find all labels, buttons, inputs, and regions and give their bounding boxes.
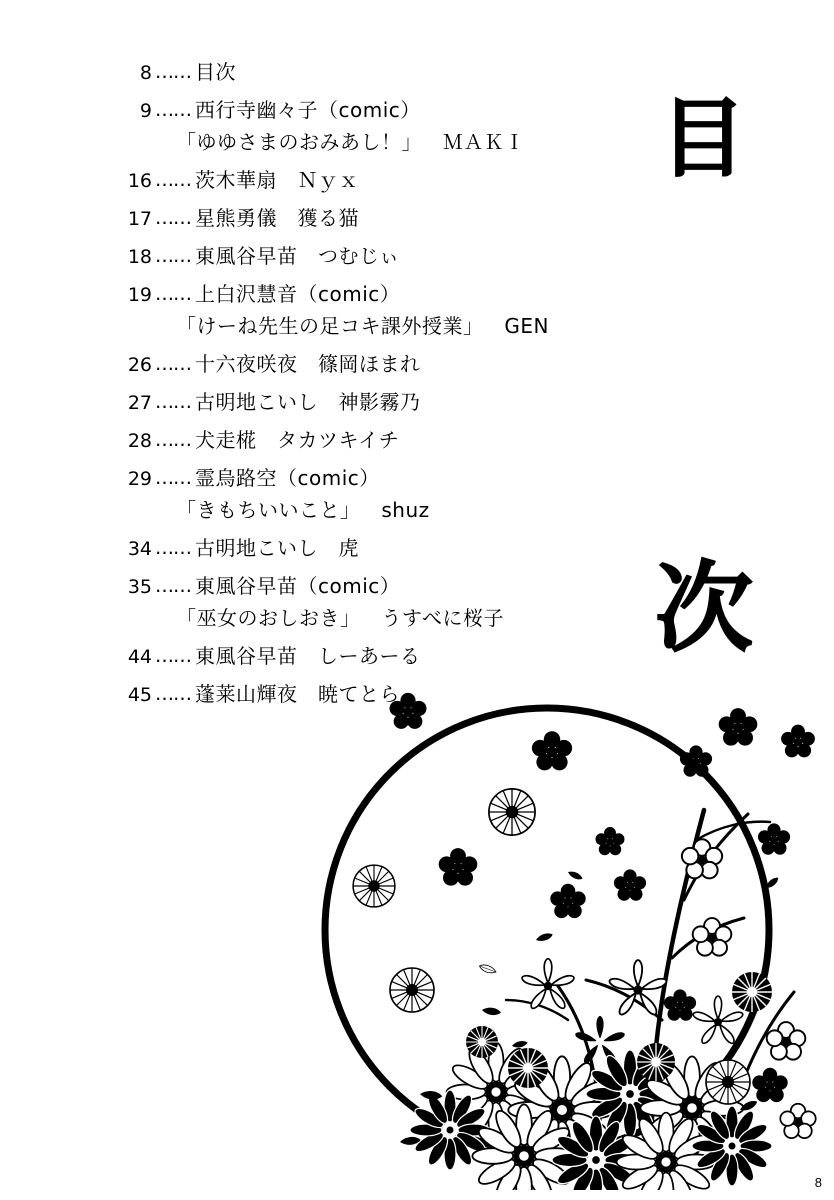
toc-page-number: 16 — [127, 170, 152, 192]
toc-leader-dots: …… — [155, 537, 191, 559]
toc-entry — [118, 462, 588, 523]
toc-leader-dots: …… — [155, 683, 191, 705]
toc-title: 東風谷早苗 しーあーる — [195, 644, 421, 668]
toc-entry — [118, 56, 588, 85]
toc-subtitle: 「きもちいいこと」 — [176, 498, 361, 522]
toc-author: GEN — [504, 314, 549, 338]
toc-page-number: 26 — [127, 354, 152, 376]
toc-entry — [118, 278, 588, 339]
toc-page-number: 19 — [127, 284, 152, 306]
toc-page-number: 34 — [127, 538, 152, 560]
toc-entry — [118, 240, 588, 269]
toc-leader-dots: …… — [155, 245, 191, 267]
toc-entry — [118, 202, 588, 231]
toc-entry — [118, 532, 588, 561]
toc-leader-dots: …… — [155, 169, 191, 191]
toc-entry — [118, 94, 588, 155]
toc-title: 西行寺幽々子（comic） — [195, 98, 421, 122]
toc-entry — [118, 570, 588, 631]
toc-page-number: 18 — [127, 246, 152, 268]
toc-leader-dots: …… — [155, 283, 191, 305]
toc-page-number: 9 — [139, 100, 152, 122]
toc-title: 星熊勇儀 獲る猫 — [195, 206, 359, 230]
toc-title: 東風谷早苗 つむじぃ — [195, 244, 400, 268]
toc-title: 上白沢慧音（comic） — [195, 282, 401, 306]
toc-page-number: 27 — [127, 392, 152, 414]
toc-title: 蓬莱山輝夜 暁てとら — [195, 682, 400, 706]
toc-page-number: 29 — [127, 468, 152, 490]
toc-title: 古明地こいし 虎 — [195, 536, 359, 560]
toc-title: 目次 — [195, 60, 236, 84]
toc-entry — [118, 164, 588, 193]
toc-page-number: 35 — [127, 576, 152, 598]
toc-entry — [118, 348, 588, 377]
toc-entry — [118, 386, 588, 415]
toc-page-number: 17 — [127, 208, 152, 230]
toc-page-number: 44 — [127, 646, 152, 668]
toc-leader-dots: …… — [155, 429, 191, 451]
heading-kanji-ji: 次 — [655, 551, 754, 666]
floral-illustration — [300, 690, 834, 1190]
toc-leader-dots: …… — [155, 99, 191, 121]
toc-leader-dots: …… — [155, 391, 191, 413]
toc-leader-dots: …… — [155, 575, 191, 597]
toc-title: 東風谷早苗（comic） — [195, 574, 401, 598]
toc-leader-dots: …… — [155, 645, 191, 667]
toc-leader-dots: …… — [155, 207, 191, 229]
toc-subtitle: 「巫女のおしおき」 — [176, 606, 361, 630]
toc-page-number: 28 — [127, 430, 152, 452]
toc-page-number: 45 — [127, 684, 152, 706]
toc-author: うすべに桜子 — [381, 606, 504, 630]
toc-title: 茨木華扇 Ｎｙｘ — [195, 168, 359, 192]
toc-leader-dots: …… — [155, 61, 191, 83]
toc-title: 十六夜咲夜 篠岡ほまれ — [195, 352, 421, 376]
table-of-contents — [118, 56, 588, 716]
toc-subtitle: 「ゆゆさまのおみあし！」 — [176, 130, 422, 154]
toc-entry — [118, 640, 588, 669]
toc-title: 犬走椛 タカツキイチ — [195, 428, 400, 452]
toc-author: ＭＡＫＩ — [442, 130, 525, 154]
toc-title: 霊烏路空（comic） — [195, 466, 380, 490]
page-number: 8 — [814, 1175, 822, 1190]
toc-page-number: 8 — [139, 62, 152, 84]
heading-kanji-moku: 目 — [660, 88, 746, 189]
toc-title: 古明地こいし 神影霧乃 — [195, 390, 421, 414]
toc-leader-dots: …… — [155, 353, 191, 375]
toc-leader-dots: …… — [155, 467, 191, 489]
toc-subtitle: 「けーね先生の足コキ課外授業」 — [176, 314, 484, 338]
toc-entry — [118, 424, 588, 453]
toc-author: shuz — [381, 498, 430, 522]
